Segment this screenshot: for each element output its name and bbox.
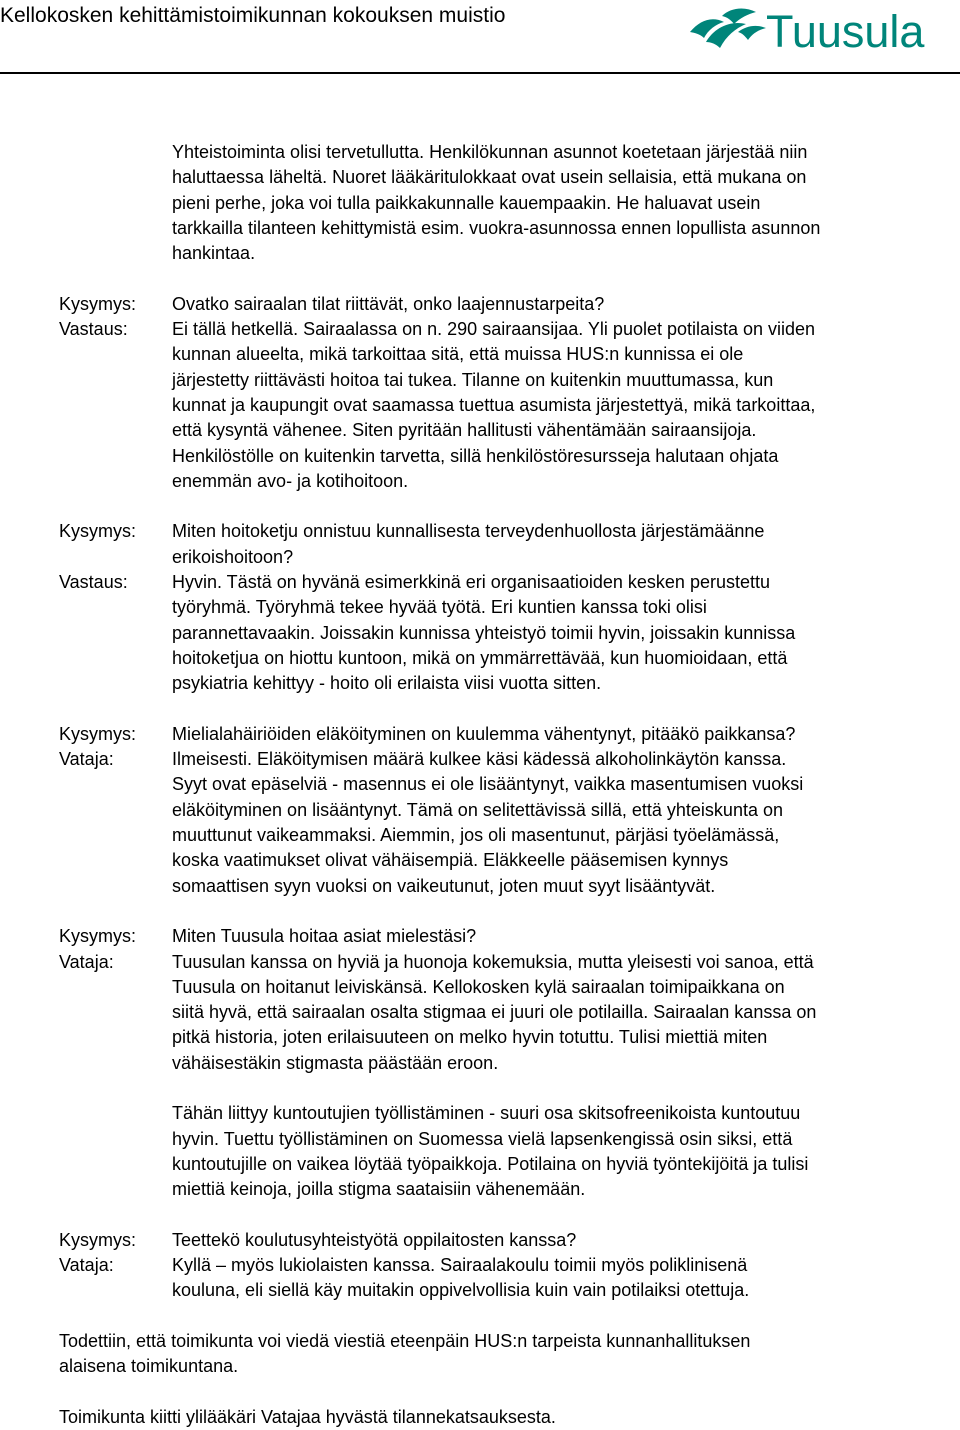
paragraph-gap	[59, 1304, 959, 1329]
text-line: Tuusula on hoitanut leiviskänsä. Kellokosken kylä sairaalan toimipaikkana on	[172, 976, 785, 997]
text-line: Hyvin. Tästä on hyvänä esimerkkinä eri organisaatioiden kesken perustettu	[172, 572, 770, 593]
question-row	[59, 519, 959, 570]
entry-label: Kysymys:	[59, 723, 137, 744]
text-line: tarkkailla tilanteen kehittymistä esim. vuokra-asunnossa ennen lopullista asunnon	[172, 217, 821, 238]
answer-row	[59, 317, 959, 494]
text-line: kunnan alueelta, mikä tarkoittaa sitä, että muissa HUS:n kunnissa ei ole	[172, 344, 744, 365]
answer-row	[59, 1253, 959, 1304]
text-line: erikoishoitoon?	[172, 546, 294, 567]
text-line: hyvin. Tuettu työllistäminen on Suomessa vielä lapsenkengissä osin siksi, että	[172, 1128, 793, 1149]
text-line: kuntoutujille on vaikea löytää työpaikkoja. Potilaina on hyviä työntekijöitä ja tulisi	[172, 1153, 809, 1174]
paragraph-gap	[59, 494, 959, 519]
text-line: Syyt ovat epäselviä - masennus ei ole lisääntynyt, vaikka masentumisen vuoksi	[172, 774, 804, 795]
entry-text	[172, 292, 959, 317]
entry-text	[172, 570, 959, 696]
text-line: muuttunut vaikeammaksi. Aiemmin, jos oli masentunut, pärjäsi työelämässä,	[172, 825, 780, 846]
document-title: Kellokosken kehittämistoimikunnan kokouksen muistio	[0, 4, 506, 27]
entry-label: Vataja:	[59, 951, 114, 972]
logo-wordmark: Tuusula	[766, 6, 925, 57]
entry-label: Vataja:	[59, 1255, 114, 1276]
text-line: Miten hoitoketju onnistuu kunnallisesta terveydenhuollosta järjestämäänne	[172, 521, 765, 542]
text-line: Ei tällä hetkellä. Sairaalassa on n. 290 sairaansijaa. Yli puolet potilaista on viiden	[172, 319, 816, 340]
entry-label: Kysymys:	[59, 1229, 137, 1250]
entry-label: Vastaus:	[59, 319, 128, 340]
text-line: Ilmeisesti. Eläköitymisen määrä kulkee käsi kädessä alkoholinkäytön kanssa.	[172, 749, 787, 770]
question-row	[59, 292, 959, 317]
text-line: pitkä historia, joten erilaisuuteen on melko hyvin totuttu. Tulisi miettiä miten	[172, 1027, 768, 1048]
text-line: enemmän avo- ja kotihoitoon.	[172, 470, 409, 491]
entry-text	[172, 519, 959, 570]
memo-body	[59, 140, 959, 1430]
text-line: parannettavaakin. Joissakin kunnissa yhteistyö toimii hyvin, joissakin kunnissa	[172, 622, 796, 643]
text-line: eläköityminen on lisääntynyt. Tämä on selitettävissä sillä, että yhteiskunta on	[172, 799, 783, 820]
text-line: Tähän liittyy kuntoutujien työllistäminen - suuri osa skitsofreenikoista kuntoutuu	[172, 1103, 801, 1124]
answer-row	[59, 950, 959, 1076]
entry-label: Kysymys:	[59, 521, 137, 542]
entry-text	[172, 1253, 959, 1304]
text-line: kouluna, eli siellä käy muitakin oppivelvollisia kuin vain potilaiksi otettuja.	[172, 1280, 750, 1301]
question-row	[59, 1228, 959, 1253]
text-line: siitä hyvä, että sairaalan osalta stigmaa ei juuri ole potilailla. Sairaalan kanssa on	[172, 1002, 817, 1023]
entry-text	[172, 747, 959, 899]
text-line: alaisena toimikuntana.	[59, 1356, 239, 1377]
tuusula-logo	[686, 2, 958, 60]
text-line: vähäisestäkin stigmasta päästään eroon.	[172, 1052, 499, 1073]
conclusion-paragraph	[59, 1329, 959, 1380]
text-line: hoitoketjua on hiottu kuntoon, mikä on ymmärrettävää, kun huomioidaan, että	[172, 647, 788, 668]
answer-row	[59, 570, 959, 696]
header-divider	[0, 72, 960, 74]
text-line: miettiä keinoja, joilla stigma saataisiin vähenemään.	[172, 1179, 586, 1200]
question-row	[59, 722, 959, 747]
paragraph-gap	[59, 1076, 959, 1101]
entry-label: Vataja:	[59, 749, 114, 770]
answer-continuation	[59, 1101, 959, 1202]
entry-label: Vastaus:	[59, 572, 128, 593]
entry-text	[172, 1228, 959, 1253]
entry-text	[172, 722, 959, 747]
text-line: haluttaessa läheltä. Nuoret lääkäritulokkaat ovat usein sellaisia, että mukana on	[172, 167, 807, 188]
text-line: psykiatria kehittyy - hoito oli erilaista viisi vuotta sitten.	[172, 673, 602, 694]
text-line: kunnat ja kaupungit ovat saamassa tuettua asumista järjestettyä, mikä tarkoittaa,	[172, 394, 816, 415]
entry-text	[172, 317, 959, 494]
text-line: hankintaa.	[172, 243, 256, 264]
entry-text	[172, 950, 959, 1076]
bird-logo-icon	[686, 2, 770, 60]
intro-paragraph	[59, 140, 959, 266]
paragraph-gap	[59, 1202, 959, 1227]
text-line: että kysyntä vähenee. Siten pyritään hallitusti vähentämään sairaansijoja.	[172, 420, 757, 441]
text-line: Mielialahäiriöiden eläköityminen on kuulemma vähentynyt, pitääkö paikkansa?	[172, 723, 796, 744]
text-line: somaattisen syyn vuoksi on vaikeutunut, joten muut syyt lisääntyvät.	[172, 875, 716, 896]
question-row	[59, 924, 959, 949]
text-line: Miten Tuusula hoitaa asiat mielestäsi?	[172, 926, 477, 947]
text-line: Tuusulan kanssa on hyviä ja huonoja kokemuksia, mutta yleisesti voi sanoa, että	[172, 951, 814, 972]
text-line: Yhteistoiminta olisi tervetullutta. Henkilökunnan asunnot koetetaan järjestää niin	[172, 142, 808, 162]
entry-label: Kysymys:	[59, 293, 137, 314]
thanks-paragraph	[59, 1405, 959, 1430]
entry-label: Kysymys:	[59, 926, 137, 947]
text-line: Ovatko sairaalan tilat riittävät, onko laajennustarpeita?	[172, 293, 605, 314]
paragraph-gap	[59, 697, 959, 722]
paragraph-gap	[59, 266, 959, 291]
text-line: järjestetty riittävästi hoitoa tai tukea. Tilanne on kuitenkin muuttumassa, kun	[172, 369, 774, 390]
text-line: koska vaatimukset olivat vähäisempiä. Eläkkeelle pääsemisen kynnys	[172, 850, 729, 871]
text-line: pieni perhe, joka voi tulla paikkakunnalle kauempaakin. He haluavat usein	[172, 192, 761, 213]
text-line: työryhmä. Työryhmä tekee hyvää työtä. Eri kuntien kanssa toki olisi	[172, 597, 707, 618]
paragraph-gap	[59, 1380, 959, 1405]
text-line: Teettekö koulutusyhteistyötä oppilaitosten kanssa?	[172, 1229, 577, 1250]
text-line: Todettiin, että toimikunta voi viedä viestiä eteenpäin HUS:n tarpeista kunnanhallituksen	[59, 1330, 751, 1351]
paragraph-gap	[59, 899, 959, 924]
entry-text	[172, 924, 959, 949]
text-line: Kyllä – myös lukiolaisten kanssa. Sairaalakoulu toimii myös poliklinisenä	[172, 1255, 748, 1276]
text-line: Henkilöstölle on kuitenkin tarvetta, sillä henkilöstöresursseja halutaan ohjata	[172, 445, 779, 466]
answer-row	[59, 747, 959, 899]
text-line: Toimikunta kiitti ylilääkäri Vatajaa hyvästä tilannekatsauksesta.	[59, 1406, 556, 1427]
